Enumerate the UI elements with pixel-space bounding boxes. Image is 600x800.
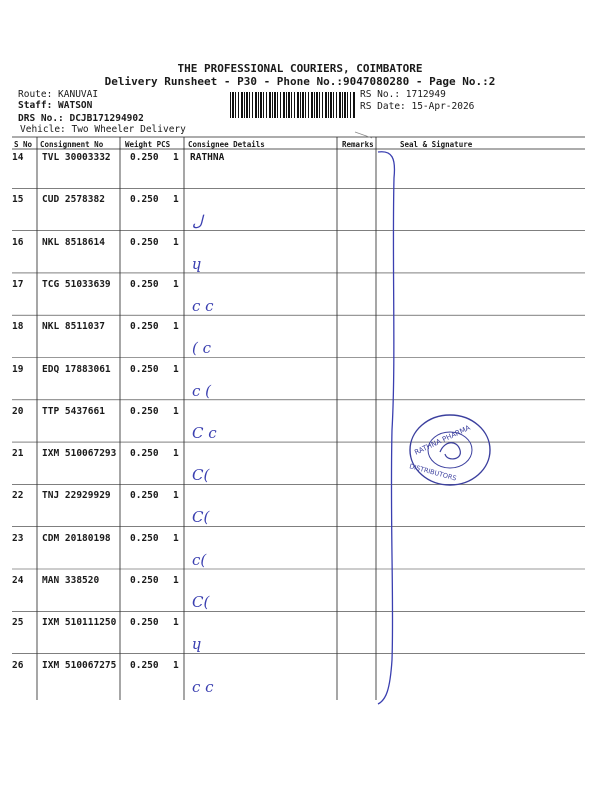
row-consignment-no: IXM 510067293 [42, 448, 117, 460]
row-weight: 0.250 [130, 405, 159, 417]
row-handwritten-mark: C( [192, 508, 210, 527]
vehicle-label: Vehicle: Two Wheeler Delivery [20, 124, 186, 135]
row-sno: 23 [12, 532, 24, 544]
row-pcs: 1 [173, 194, 179, 206]
svg-text:RATHNA PHARMA: RATHNA PHARMA [413, 423, 472, 457]
col-header-consignment: Consignment No [40, 140, 104, 149]
row-pcs: 1 [173, 278, 179, 290]
row-pcs: 1 [173, 321, 179, 333]
row-weight: 0.250 [130, 575, 159, 586]
row-consignment-no: IXM 510111250 [42, 617, 117, 629]
row-weight: 0.250 [130, 278, 159, 290]
rs-number: RS No.: 1712949 [360, 89, 446, 100]
row-sno: 19 [12, 363, 24, 375]
row-sno: 21 [12, 448, 24, 460]
row-pcs: 1 [173, 152, 179, 163]
row-sno: 16 [12, 236, 24, 248]
row-handwritten-mark: c c [192, 296, 214, 315]
row-weight: 0.250 [130, 659, 159, 671]
row-sno: 17 [12, 278, 24, 290]
row-consignment-no: CDM 20180198 [42, 532, 111, 544]
row-consignment-no: TTP 5437661 [42, 405, 105, 417]
rs-date: RS Date: 15-Apr-2026 [360, 101, 475, 112]
row-consignment-no: TVL 30003332 [42, 152, 111, 163]
row-handwritten-mark: c c [192, 677, 214, 696]
company-seal-stamp [405, 410, 495, 490]
row-sno: 18 [12, 321, 24, 333]
row-pcs: 1 [173, 617, 179, 629]
row-pcs: 1 [173, 236, 179, 248]
row-consignment-no: CUD 2578382 [42, 194, 105, 206]
row-consignment-no: TNJ 22929929 [42, 490, 111, 502]
row-weight: 0.250 [130, 236, 159, 248]
row-sno: 25 [12, 617, 24, 629]
col-header-consignee: Consignee Details [188, 140, 265, 149]
row-sno: 22 [12, 490, 24, 502]
company-title: THE PROFESSIONAL COURIERS, COIMBATORE [177, 62, 423, 75]
drs-label: DRS No.: DCJB171294902 [18, 113, 144, 124]
row-consignment-no: TCG 51033639 [42, 278, 111, 290]
runsheet-subtitle: Delivery Runsheet - P30 - Phone No.:9047080280 - Page No.:2 [104, 75, 496, 88]
row-pcs: 1 [173, 405, 179, 417]
row-sno: 14 [12, 152, 24, 163]
row-handwritten-mark: c ( [192, 381, 212, 400]
row-handwritten-mark: C( [192, 593, 210, 611]
row-consignment-no: MAN 338520 [42, 575, 100, 586]
row-handwritten-mark: ل [192, 212, 203, 231]
row-weight: 0.250 [130, 448, 159, 460]
staff-label: Staff: WATSON [18, 100, 93, 111]
row-consignment-no: EDQ 17883061 [42, 363, 111, 375]
signature-bracket [378, 152, 394, 704]
row-sno: 24 [12, 575, 24, 586]
row-pcs: 1 [173, 448, 179, 460]
row-weight: 0.250 [130, 363, 159, 375]
row-weight: 0.250 [130, 532, 159, 544]
row-consignment-no: NKL 8511037 [42, 321, 105, 333]
row-consignment-no: NKL 8518614 [42, 236, 105, 248]
row-weight: 0.250 [130, 194, 159, 206]
row-pcs: 1 [173, 490, 179, 502]
row-consignment-no: IXM 510067275 [42, 659, 117, 671]
row-handwritten-mark: C( [192, 466, 210, 485]
row-weight: 0.250 [130, 152, 159, 163]
route-label: Route: KANUVAI [18, 89, 99, 100]
row-sno: 20 [12, 405, 24, 417]
col-header-sno: S No [14, 140, 33, 149]
row-pcs: 1 [173, 532, 179, 544]
col-header-seal-signature: Seal & Signature [400, 140, 473, 149]
col-header-remarks: Remarks [342, 140, 374, 149]
col-header-weight-pcs: Weight PCS [125, 140, 171, 149]
row-pcs: 1 [173, 363, 179, 375]
row-sno: 26 [12, 659, 24, 671]
row-sno: 15 [12, 194, 24, 206]
row-handwritten-mark: ɥ [192, 254, 202, 273]
row-weight: 0.250 [130, 321, 159, 333]
row-consignee: RATHNA [190, 152, 225, 163]
row-handwritten-mark: C c [192, 423, 217, 442]
row-handwritten-mark: ( c [192, 339, 212, 358]
row-handwritten-mark: ɥ [192, 635, 202, 654]
svg-text:DISTRIBUTORS: DISTRIBUTORS [408, 462, 458, 483]
row-pcs: 1 [173, 659, 179, 671]
row-pcs: 1 [173, 575, 179, 586]
row-weight: 0.250 [130, 617, 159, 629]
row-handwritten-mark: c( [192, 550, 207, 569]
row-weight: 0.250 [130, 490, 159, 502]
